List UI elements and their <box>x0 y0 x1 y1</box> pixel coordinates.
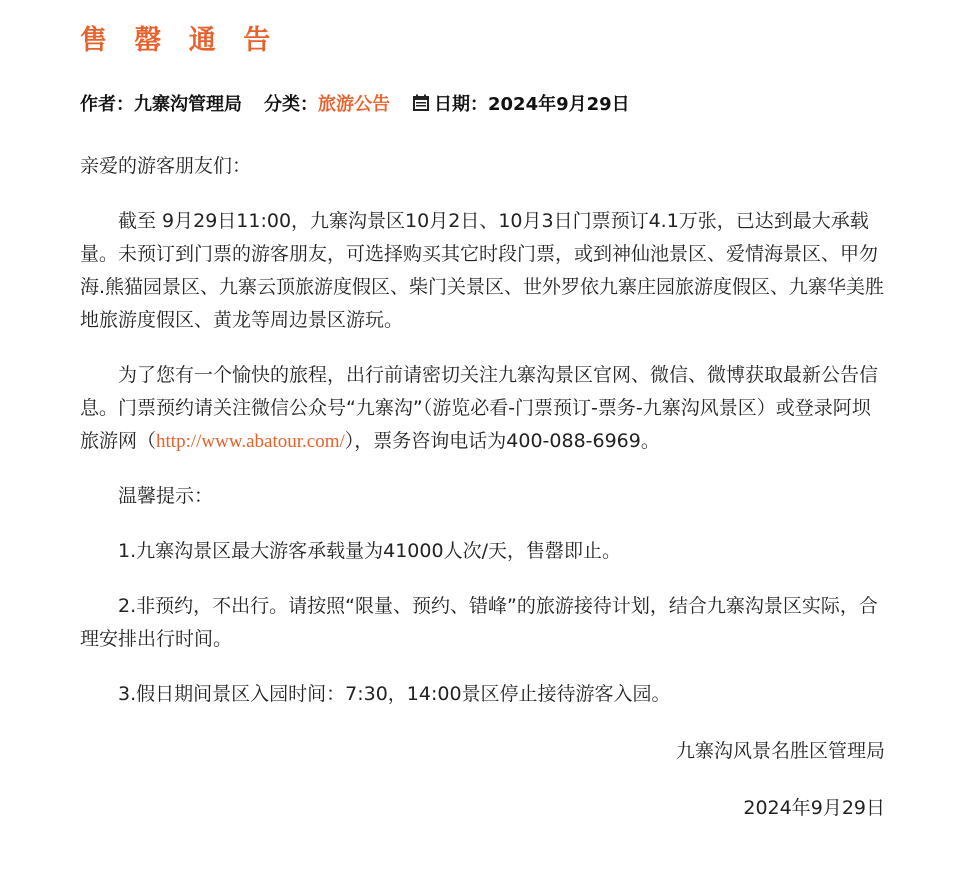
abatour-link[interactable]: http://www.abatour.com/ <box>156 431 345 452</box>
article-body <box>80 150 885 847</box>
author-name: 九寨沟管理局 <box>134 94 242 115</box>
tip-2: 2.非预约，不出行。请按照“限量、预约、错峰”的旅游接待计划，结合九寨沟景区实际，合理安排出行时间。 <box>80 595 878 650</box>
greeting: 亲爱的游客朋友们： <box>80 155 252 177</box>
page-title: 售 罄 通 告 <box>80 25 280 56</box>
info-text-after: ），票务咨询电话为400-088-6969。 <box>344 430 660 452</box>
tips-heading: 温馨提示： <box>118 485 214 507</box>
info-text-before: 为了您有一个愉快的旅程，出行前请密切关注九寨沟景区官网、微信、微博获取最新公告信息。门票预约请关注微信公众号“九寨沟”（游览必看-门票预订-票务-九寨沟风景区）或登录阿坝旅游网（ <box>80 364 879 452</box>
date-label: 日期： <box>434 94 488 115</box>
paragraph-sold-out: 截至 9月29日11:00，九寨沟景区10月2日、10月3日门票预订4.1万张，已达到最大承载量。未预订到门票的游客朋友，可选择购买其它时段门票，或到神仙池景区、爱情海景区、甲勿海.熊猫园景区、九寨云顶旅游度假区、柴门关景区、世外罗依九寨庄园旅游度假区、九寨华美胜地旅游度假区、黄龙等周边景区游玩。 <box>80 210 885 331</box>
tip-1: 1.九寨沟景区最大游客承载量为41000人次/天，售罄即止。 <box>118 540 621 562</box>
publish-date: 2024年9月29日 <box>488 94 630 115</box>
category-label: 分类： <box>264 94 318 115</box>
article-meta <box>80 90 630 116</box>
signature: 九寨沟风景名胜区管理局 <box>675 740 885 762</box>
paragraph-info <box>80 359 885 458</box>
tip-3: 3.假日期间景区入园时间：7:30，14:00景区停止接待游客入园。 <box>118 683 671 705</box>
author-label: 作者： <box>80 94 134 115</box>
signature-date: 2024年9月29日 <box>743 797 885 819</box>
calendar-icon <box>412 94 430 112</box>
category-link[interactable]: 旅游公告 <box>318 94 390 115</box>
